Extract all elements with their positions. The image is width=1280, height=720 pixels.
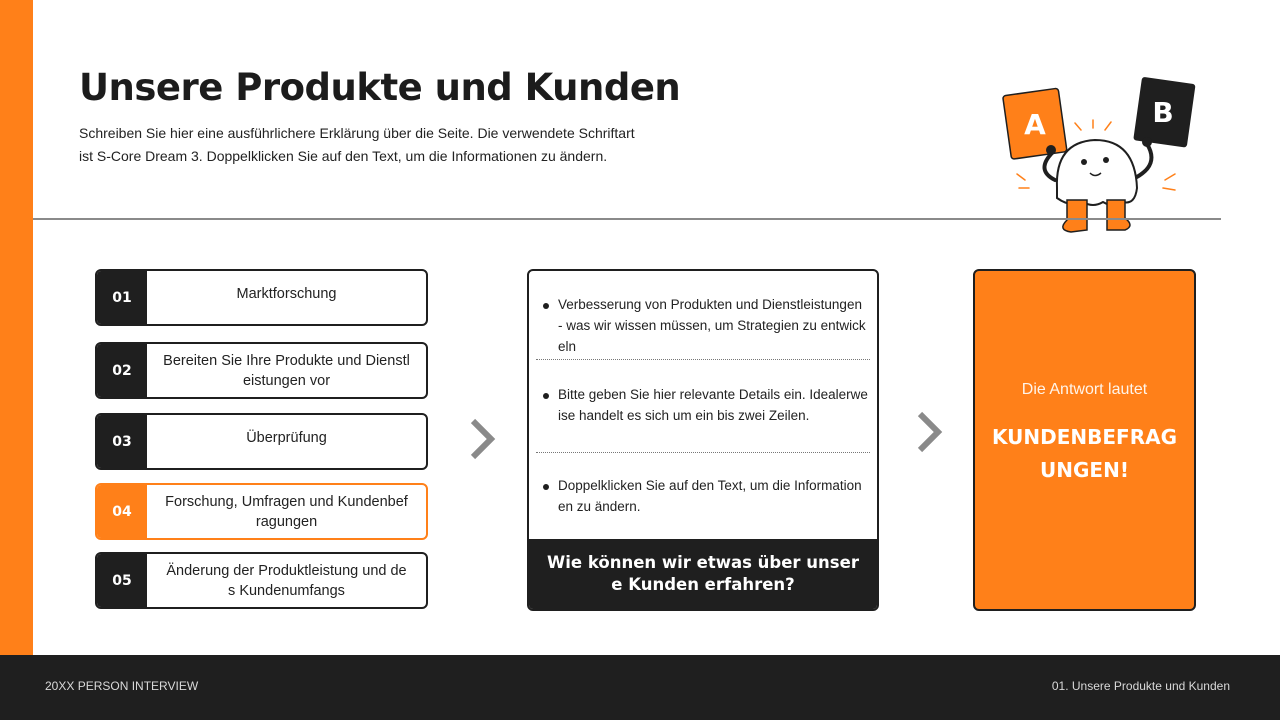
mascot-illustration xyxy=(995,70,1205,240)
chevron-right-icon xyxy=(467,417,497,461)
step-number: 03 xyxy=(97,415,147,468)
step-label: Forschung, Umfragen und Kundenbefragungen xyxy=(165,493,408,530)
step-item-01[interactable] xyxy=(95,269,428,326)
step-item-04[interactable] xyxy=(95,483,428,540)
footer-bar xyxy=(0,655,1280,720)
dotted-divider xyxy=(536,359,870,360)
accent-side-bar xyxy=(0,0,33,655)
question-text: Wie können wir etwas über unsere Kunden erfahren? xyxy=(529,539,877,609)
page-title: Unsere Produkte und Kunden xyxy=(79,66,681,109)
bullet-item: Bitte geben Sie hier relevante Details ein. Idealerweise handelt es sich um ein bis zwei Zeilen. xyxy=(543,384,869,426)
step-item-03[interactable] xyxy=(95,413,428,470)
mascot-card-a-letter: A xyxy=(1024,108,1046,141)
answer-card xyxy=(973,269,1196,611)
bullet-item: Verbesserung von Produkten und Dienstleistungen - was wir wissen müssen, um Strategien zu entwickeln xyxy=(543,294,869,357)
bullet-list xyxy=(529,271,877,541)
step-label: Änderung der Produktleistung und des Kundenumfangs xyxy=(166,562,407,599)
step-item-02[interactable] xyxy=(95,342,428,399)
step-label: Marktforschung xyxy=(236,286,337,302)
step-label: Überprüfung xyxy=(246,430,327,446)
answer-label: Die Antwort lautet xyxy=(1021,381,1148,398)
mascot-card-b-letter: B xyxy=(1152,96,1174,129)
question-card xyxy=(527,269,879,611)
footer-presentation-name: 20XX PERSON INTERVIEW xyxy=(45,679,199,693)
dotted-divider xyxy=(536,452,870,453)
step-number: 02 xyxy=(97,344,147,397)
step-number: 01 xyxy=(97,271,147,324)
footer-section-name: 01. Unsere Produkte und Kunden xyxy=(1051,679,1230,693)
step-label: Bereiten Sie Ihre Produkte und Dienstleistungen vor xyxy=(163,352,410,389)
page-description: Schreiben Sie hier eine ausführlichere Erklärung über die Seite. Die verwendete Schriftart ist S-Core Dream 3. Doppelklicken Sie auf den Text, um die Informationen zu ändern. xyxy=(79,125,635,164)
answer-value: KUNDENBEFRAGUNGEN! xyxy=(992,425,1177,482)
chevron-right-icon xyxy=(914,410,944,454)
step-item-05[interactable] xyxy=(95,552,428,609)
header-divider xyxy=(33,218,1221,220)
bullet-item: Doppelklicken Sie auf den Text, um die Informationen zu ändern. xyxy=(543,475,869,517)
step-number: 04 xyxy=(97,485,147,538)
step-number: 05 xyxy=(97,554,147,607)
